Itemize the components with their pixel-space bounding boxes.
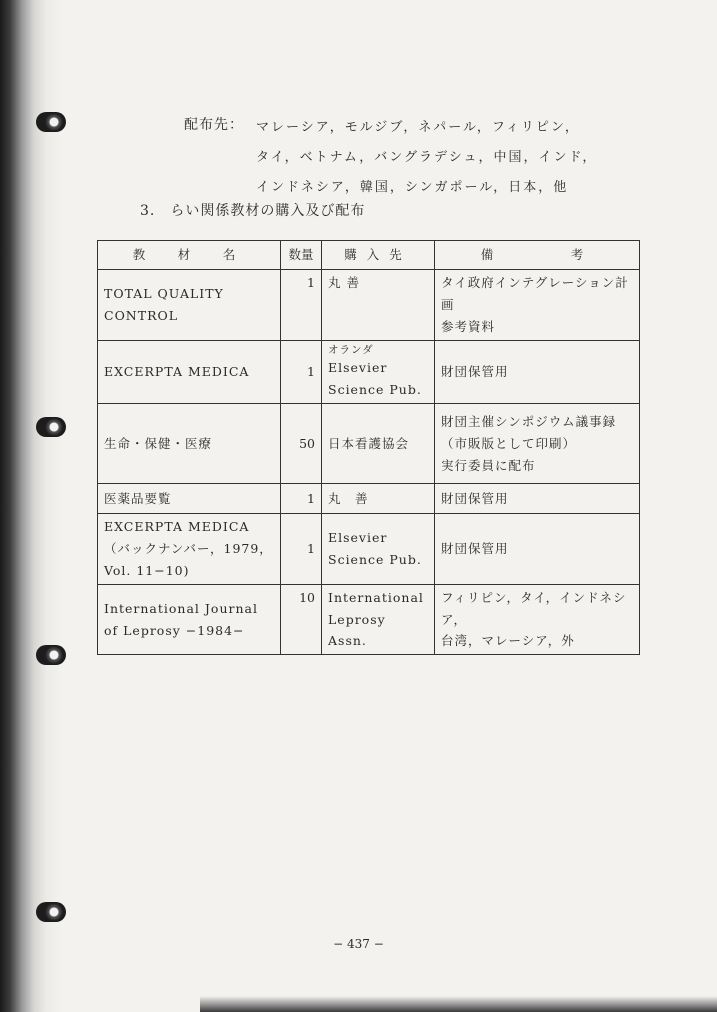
cell-qty: 50 <box>281 404 322 484</box>
header-name: 教 材 名 <box>98 241 281 270</box>
cell-qty: 1 <box>281 270 322 341</box>
table-row <box>98 514 640 585</box>
cell-note: タイ政府インテグレーション計画 参考資料 <box>435 270 640 341</box>
binder-ring <box>36 112 66 132</box>
cell-vendor: 丸 善 <box>322 484 435 514</box>
table-row <box>98 270 640 341</box>
binder-ring <box>36 902 66 922</box>
cell-name: EXCERPTA MEDICA （バックナンバー，1979， Vol. 11−10) <box>98 514 281 585</box>
cell-note: 財団保管用 <box>435 484 640 514</box>
binder-ring <box>36 645 66 665</box>
cell-note: 財団保管用 <box>435 340 640 403</box>
vendor-country: オランダ <box>328 343 374 356</box>
cell-name: EXCERPTA MEDICA <box>98 340 281 403</box>
cell-qty: 10 <box>281 584 322 655</box>
cell-vendor: International Leprosy Assn. <box>322 584 435 655</box>
cell-note: 財団主催シンポジウム議事録 （市販版として印刷） 実行委員に配布 <box>435 404 640 484</box>
cell-vendor: 丸 善 <box>322 270 435 341</box>
header-vendor: 購入先 <box>322 241 435 270</box>
cell-qty: 1 <box>281 340 322 403</box>
header-qty: 数量 <box>281 241 322 270</box>
cell-vendor: 日本看護協会 <box>322 404 435 484</box>
cell-note: 財団保管用 <box>435 514 640 585</box>
table-row <box>98 584 640 655</box>
cell-name: 医薬品要覧 <box>98 484 281 514</box>
binder-ring <box>36 417 66 437</box>
cell-vendor: Elsevier Science Pub. <box>322 514 435 585</box>
cell-qty: 1 <box>281 514 322 585</box>
cell-name: TOTAL QUALITY CONTROL <box>98 270 281 341</box>
cell-qty: 1 <box>281 484 322 514</box>
distribution-line: マレーシア，モルジブ，ネパール，フィリピン， <box>256 120 580 135</box>
table-row <box>98 404 640 484</box>
page-number: − 437 − <box>333 937 384 951</box>
distribution-line: インドネシア，韓国，シンガポール，日本，他 <box>256 180 569 195</box>
cell-name: International Journal of Leprosy −1984− <box>98 584 281 655</box>
table-header-row <box>98 241 640 270</box>
distribution-line: タイ，ベトナム，バングラデシュ，中国，インド， <box>256 150 598 165</box>
table-row <box>98 340 640 403</box>
page-edge-shadow <box>200 996 717 1012</box>
distribution-label: 配布先： <box>184 117 244 133</box>
table-row <box>98 484 640 514</box>
cell-note: フィリピン，タイ，インドネシア， 台湾，マレーシア，外 <box>435 584 640 655</box>
materials-table <box>97 240 640 655</box>
cell-name: 生命・保健・医療 <box>98 404 281 484</box>
binder-edge <box>0 0 62 1012</box>
cell-vendor: オランダ Elsevier Science Pub. <box>322 340 435 403</box>
section-title: 3. らい関係教材の購入及び配布 <box>140 203 366 219</box>
header-note: 備 考 <box>435 241 640 270</box>
